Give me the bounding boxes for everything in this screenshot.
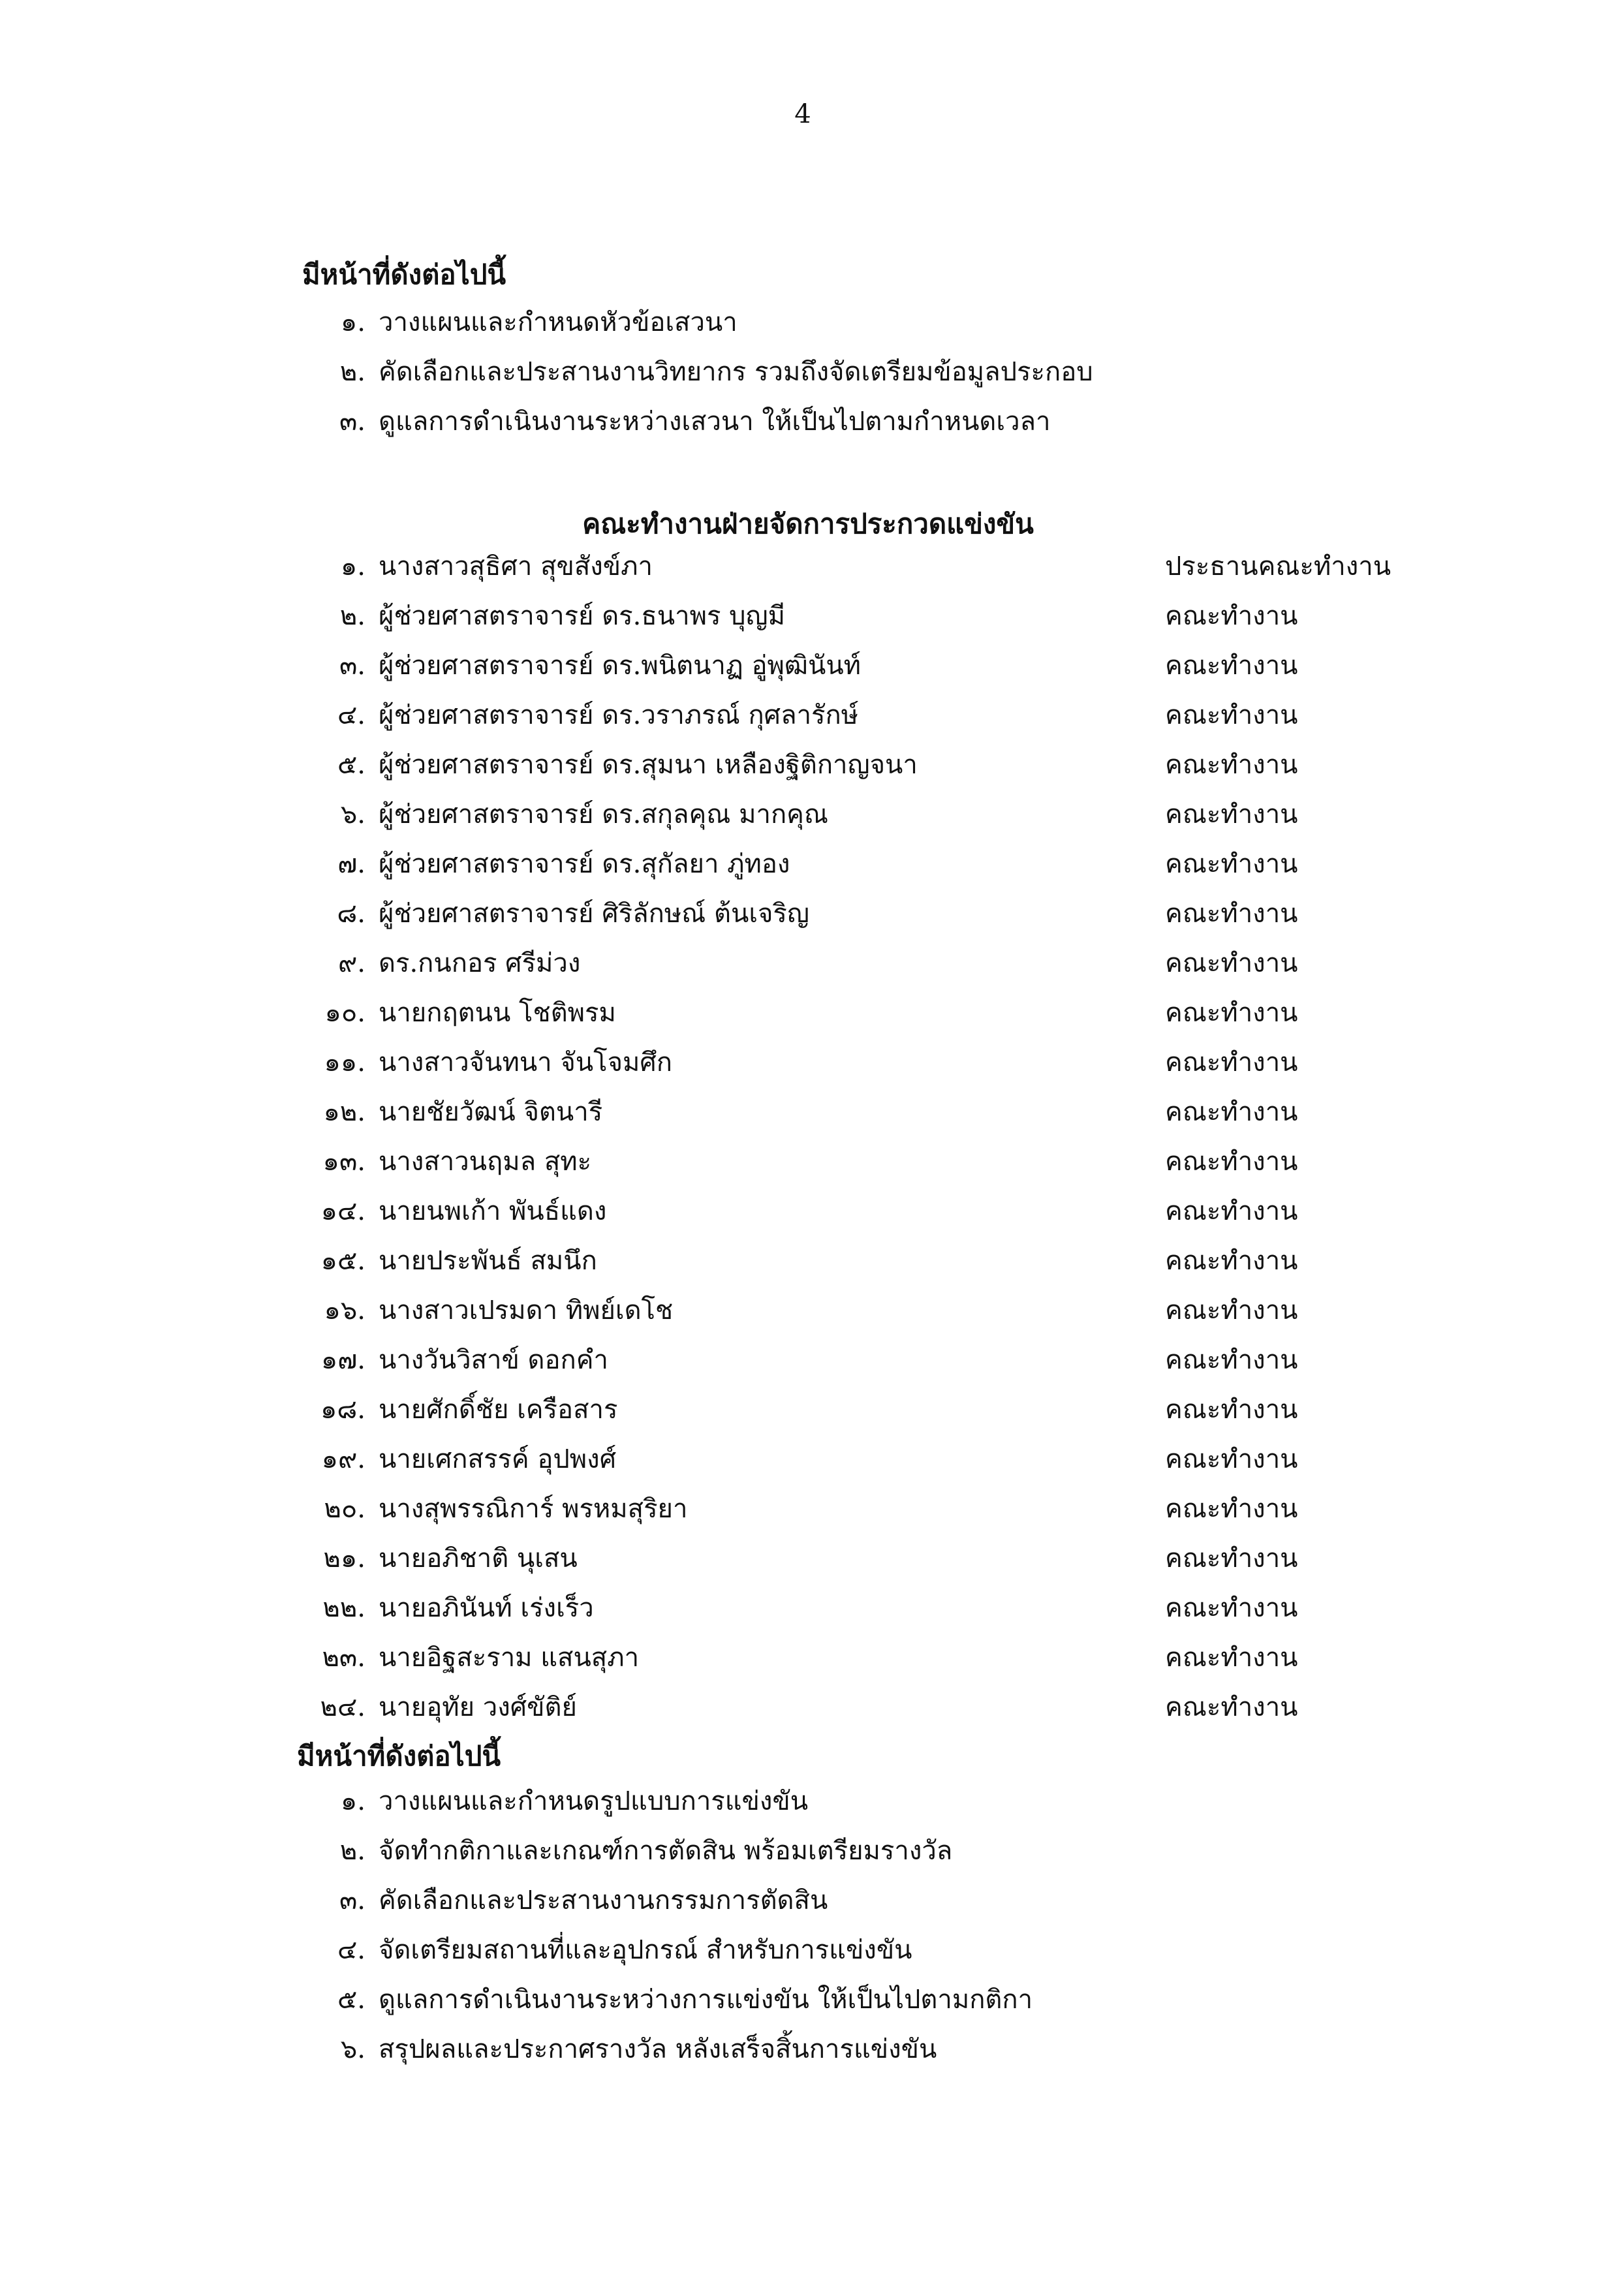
member-name: นางสุพรรณิการ์ พรหมสุริยา — [379, 1494, 688, 1524]
member-name: ผู้ช่วยศาสตราจารย์ ดร.สกุลคุณ มากคุณ — [379, 799, 829, 830]
member-role: คณะทำงาน — [1165, 849, 1298, 879]
member-number: ๒๐. — [324, 1494, 365, 1524]
member-role: คณะทำงาน — [1165, 601, 1298, 631]
member-role: คณะทำงาน — [1165, 1345, 1298, 1375]
member-role: คณะทำงาน — [1165, 651, 1298, 681]
member-number: ๕. — [337, 750, 365, 780]
member-number: ๒๓. — [322, 1643, 365, 1673]
member-role: คณะทำงาน — [1165, 750, 1298, 780]
duty-item — [287, 1876, 1527, 1925]
duty-item — [287, 1925, 1527, 1975]
member-role: คณะทำงาน — [1165, 1295, 1298, 1326]
member-number: ๙. — [337, 948, 365, 978]
member-role: คณะทำงาน — [1165, 1246, 1298, 1276]
duties-list-2 — [287, 1776, 1527, 2074]
member-name: นางสาวเปรมดา ทิพย์เดโช — [379, 1295, 674, 1326]
member-role: คณะทำงาน — [1165, 998, 1298, 1028]
duties-list-1 — [287, 298, 1527, 446]
member-number: ๗. — [337, 849, 365, 879]
duty-number: ๓. — [339, 407, 365, 437]
member-role: คณะทำงาน — [1165, 1643, 1298, 1673]
member-role: คณะทำงาน — [1165, 1593, 1298, 1623]
member-number: ๑. — [340, 551, 365, 582]
member-role: คณะทำงาน — [1165, 1692, 1298, 1722]
duties-heading-1: มีหน้าที่ดังต่อไปนี้ — [302, 258, 506, 290]
member-number: ๖. — [340, 799, 365, 830]
duty-number: ๕. — [337, 1985, 365, 2015]
member-name: นางสาวจันทนา จันโจมศึก — [379, 1047, 673, 1078]
member-number: ๑๔. — [320, 1196, 365, 1226]
member-number: ๒๔. — [320, 1692, 365, 1722]
duty-number: ๑. — [340, 1786, 365, 1816]
committee-member-row — [287, 1534, 1527, 1583]
member-name: นายชัยวัฒน์ จิตนารี — [379, 1097, 603, 1127]
member-role: คณะทำงาน — [1165, 1444, 1298, 1474]
committee-member-row — [287, 839, 1527, 889]
member-name: นายศักดิ์ชัย เครือสาร — [379, 1395, 618, 1425]
duty-item — [287, 347, 1527, 397]
member-role: คณะทำงาน — [1165, 899, 1298, 929]
duty-text: จัดเตรียมสถานที่และอุปกรณ์ สำหรับการแข่งขัน — [379, 1935, 912, 1965]
committee-member-row — [287, 641, 1527, 690]
member-role: คณะทำงาน — [1165, 1494, 1298, 1524]
member-number: ๑๐. — [324, 998, 365, 1028]
committee-member-list — [287, 542, 1527, 1732]
duty-text: วางแผนและกำหนดหัวข้อเสวนา — [379, 307, 738, 337]
member-number: ๑๗. — [320, 1345, 365, 1375]
committee-member-row — [287, 1087, 1527, 1137]
duty-text: วางแผนและกำหนดรูปแบบการแข่งขัน — [379, 1786, 809, 1816]
duty-number: ๓. — [339, 1885, 365, 1916]
member-name: นางสาวสุธิศา สุขสังข์ภา — [379, 551, 653, 582]
member-role: ประธานคณะทำงาน — [1165, 551, 1391, 582]
member-role: คณะทำงาน — [1165, 799, 1298, 830]
committee-member-row — [287, 1286, 1527, 1335]
committee-member-row — [287, 1137, 1527, 1187]
member-name: ผู้ช่วยศาสตราจารย์ ดร.ธนาพร บุญมี — [379, 601, 786, 631]
member-name: นายอภินันท์ เร่งเร็ว — [379, 1593, 594, 1623]
member-role: คณะทำงาน — [1165, 1097, 1298, 1127]
duty-text: จัดทำกติกาและเกณฑ์การตัดสิน พร้อมเตรียมรางวัล — [379, 1836, 953, 1866]
member-number: ๑๕. — [320, 1246, 365, 1276]
duty-text: ดูแลการดำเนินงานระหว่างเสวนา ให้เป็นไปตามกำหนดเวลา — [379, 407, 1051, 437]
committee-member-row — [287, 1335, 1527, 1385]
member-role: คณะทำงาน — [1165, 1196, 1298, 1226]
duty-item — [287, 1975, 1527, 2025]
committee-member-row — [287, 1583, 1527, 1633]
committee-member-row — [287, 988, 1527, 1038]
duty-number: ๖. — [340, 2034, 365, 2064]
member-role: คณะทำงาน — [1165, 948, 1298, 978]
member-number: ๘. — [337, 899, 365, 929]
member-number: ๑๙. — [321, 1444, 365, 1474]
member-number: ๓. — [339, 651, 365, 681]
member-role: คณะทำงาน — [1165, 1395, 1298, 1425]
committee-member-row — [287, 1038, 1527, 1087]
committee-member-row — [287, 690, 1527, 740]
member-role: คณะทำงาน — [1165, 1047, 1298, 1078]
member-name: นายอิฐสะราม แสนสุภา — [379, 1643, 640, 1673]
member-name: นายกฤตนน โชติพรม — [379, 998, 616, 1028]
committee-title: คณะทำงานฝ่ายจัดการประกวดแข่งขัน — [582, 508, 1034, 540]
member-number: ๑๒. — [323, 1097, 365, 1127]
page-number: 4 — [794, 99, 811, 129]
member-number: ๑๑. — [324, 1047, 365, 1078]
duty-item — [287, 1776, 1527, 1826]
member-name: ผู้ช่วยศาสตราจารย์ ดร.สุกัลยา ภู่ทอง — [379, 849, 790, 879]
committee-member-row — [287, 1435, 1527, 1484]
member-name: ผู้ช่วยศาสตราจารย์ ศิริลักษณ์ ต้นเจริญ — [379, 899, 809, 929]
committee-member-row — [287, 1187, 1527, 1236]
member-name: นายประพันธ์ สมนึก — [379, 1246, 597, 1276]
member-name: นางสาวนฤมล สุทะ — [379, 1147, 592, 1177]
duty-number: ๒. — [339, 1836, 365, 1866]
duty-number: ๒. — [339, 357, 365, 387]
duty-text: สรุปผลและประกาศรางวัล หลังเสร็จสิ้นการแข่งขัน — [379, 2034, 937, 2064]
member-name: นายนพเก้า พันธ์แดง — [379, 1196, 607, 1226]
member-name: นายอภิชาติ นุเสน — [379, 1544, 578, 1574]
member-role: คณะทำงาน — [1165, 1544, 1298, 1574]
member-name: นายอุทัย วงศ์ขัติย์ — [379, 1692, 577, 1722]
duty-item — [287, 397, 1527, 446]
member-number: ๒๒. — [322, 1593, 365, 1623]
member-role: คณะทำงาน — [1165, 700, 1298, 730]
member-name: ผู้ช่วยศาสตราจารย์ ดร.สุมนา เหลืองฐิติกาญจนา — [379, 750, 918, 780]
duty-number: ๑. — [340, 307, 365, 337]
duty-item — [287, 1826, 1527, 1876]
committee-member-row — [287, 740, 1527, 790]
member-name: นายเศกสรรค์ อุปพงศ์ — [379, 1444, 617, 1474]
duty-item — [287, 298, 1527, 347]
committee-member-row — [287, 939, 1527, 988]
duty-item — [287, 2025, 1527, 2074]
member-number: ๔. — [337, 700, 365, 730]
member-name: นางวันวิสาข์ ดอกคำ — [379, 1345, 608, 1375]
member-role: คณะทำงาน — [1165, 1147, 1298, 1177]
member-name: ดร.กนกอร ศรีม่วง — [379, 948, 581, 978]
committee-member-row — [287, 591, 1527, 641]
committee-member-row — [287, 1385, 1527, 1435]
member-number: ๑๘. — [320, 1395, 365, 1425]
committee-member-row — [287, 790, 1527, 839]
duty-text: ดูแลการดำเนินงานระหว่างการแข่งขัน ให้เป็นไปตามกติกา — [379, 1985, 1033, 2015]
committee-member-row — [287, 1633, 1527, 1683]
member-number: ๒๑. — [323, 1544, 365, 1574]
committee-member-row — [287, 1683, 1527, 1732]
member-name: ผู้ช่วยศาสตราจารย์ ดร.พนิตนาฏ อู่พุฒินันท์ — [379, 651, 862, 681]
member-number: ๑๓. — [322, 1147, 365, 1177]
member-name: ผู้ช่วยศาสตราจารย์ ดร.วราภรณ์ กุศลารักษ์ — [379, 700, 859, 730]
committee-member-row — [287, 1236, 1527, 1286]
committee-member-row — [287, 1484, 1527, 1534]
committee-member-row — [287, 542, 1527, 591]
duties-heading-2: มีหน้าที่ดังต่อไปนี้ — [297, 1740, 501, 1772]
member-number: ๑๖. — [324, 1295, 365, 1326]
duty-text: คัดเลือกและประสานงานวิทยากร รวมถึงจัดเตรียมข้อมูลประกอบ — [379, 357, 1093, 387]
duty-text: คัดเลือกและประสานงานกรรมการตัดสิน — [379, 1885, 828, 1916]
duty-number: ๔. — [337, 1935, 365, 1965]
member-number: ๒. — [339, 601, 365, 631]
committee-member-row — [287, 889, 1527, 939]
